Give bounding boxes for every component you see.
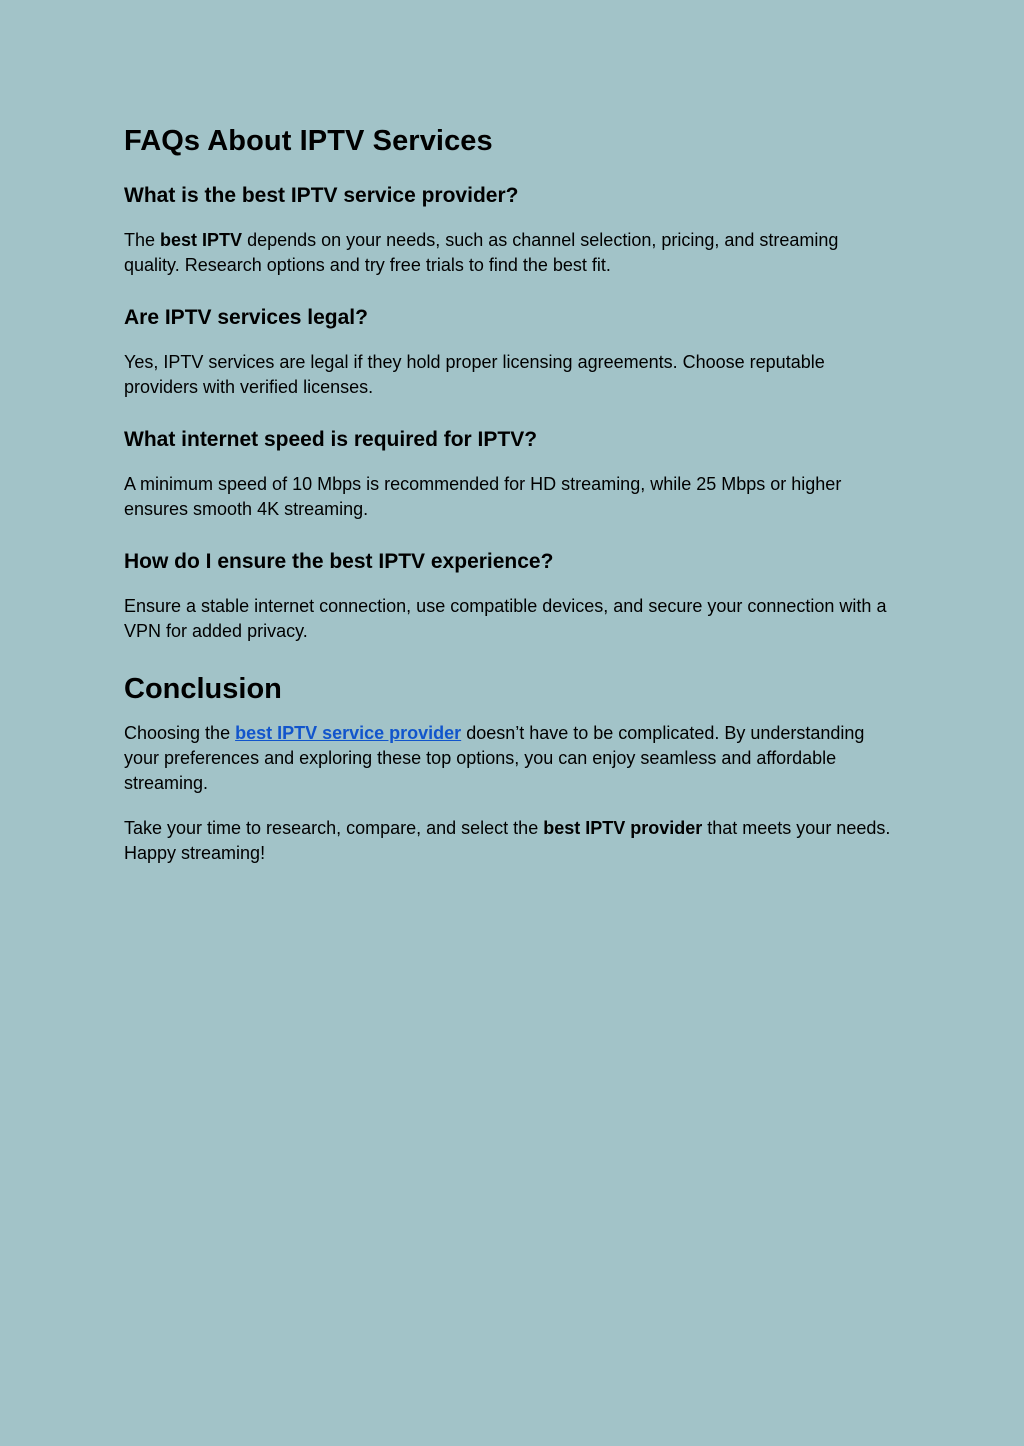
conclusion-text: Take your time to research, compare, and select the [124,818,544,838]
conclusion-text: that meets your needs. Happy streaming! [124,818,891,863]
faq-answer-bold: best IPTV [160,230,243,250]
faq-item-internet-speed [124,425,894,522]
faq-answer [124,228,894,278]
conclusion-text: Choosing the [124,723,236,743]
faq-item-legal [124,303,894,400]
faq-question: What is the best IPTV service provider? [124,184,519,207]
faq-question: How do I ensure the best IPTV experience? [124,550,554,573]
best-iptv-service-provider-link[interactable]: best IPTV service provider [235,723,462,743]
faq-item-best-provider [124,181,894,278]
conclusion-bold: best IPTV provider [543,818,703,838]
conclusion-paragraph-2 [124,816,894,866]
faq-answer: A minimum speed of 10 Mbps is recommended for HD streaming, while 25 Mbps or higher ensures smooth 4K streaming. [124,474,842,519]
faq-answer: Ensure a stable internet connection, use compatible devices, and secure your connection with a VPN for added privacy. [124,596,887,641]
faq-question: What internet speed is required for IPTV? [124,428,538,451]
conclusion-paragraph-1 [124,721,894,796]
conclusion-text: doesn’t have to be complicated. By understanding your preferences and exploring these top options, you can enjoy seamless and affordable streaming. [124,723,865,793]
faq-item-experience [124,547,894,644]
conclusion-heading: Conclusion [124,673,282,705]
faq-answer-text: The [124,230,161,250]
faq-answer-text: depends on your needs, such as channel selection, pricing, and streaming quality. Research options and try free trials to find the best fit. [124,230,839,275]
faq-question: Are IPTV services legal? [124,306,368,329]
faq-answer: Yes, IPTV services are legal if they hold proper licensing agreements. Choose reputable providers with verified licenses. [124,352,825,397]
document-content [124,121,894,886]
page-title: FAQs About IPTV Services [124,125,493,157]
